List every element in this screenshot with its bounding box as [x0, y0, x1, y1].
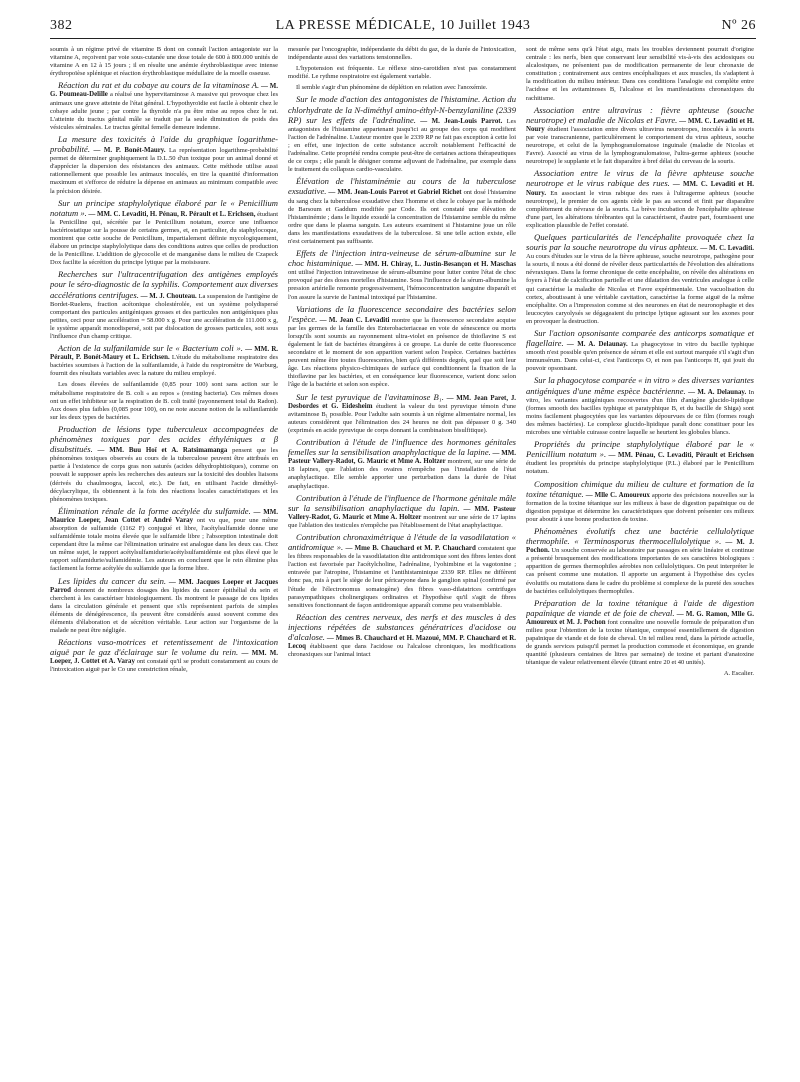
abstract-body: ont dosé l'histamine du sang chez la tuberculose exsudative chez l'homme et chez le cobaye par la méthode de Barsoum et Gaddum modifiée par Code. Ils ont constaté une élévation de l'histaminémie ; dans le liquide exsudé la concentration de l'histamine semble du même ordre que dans le plasma sanguin. Les auteurs examinent si l'histamine joue un rôle dans les manifestations exsudatives de la tuberculose. Si une telle action existe, elle n'est certainement pas suffisante. — [288, 189, 516, 245]
abstract-authors: — M. J. Pochon. — [526, 539, 754, 555]
abstract-title: Contribution à l'étude de l'influence de l'hormone génitale mâle sur la sensibilisation anaphylactique du lapin. — [288, 492, 516, 513]
body-paragraph: sont de même sens qu'à l'état aigu, mais les troubles deviennent pourrait d'origine centrale : les nerfs, bien que conservant leur sensibilité vis-à-vis des acidosiques ou alcalosiques, ne présentent pas de modification permanente de leur chronaxie de constitution ; contrairement aux centres encéphaliques et aux muscles, ils s'adaptent à la modification du milieu intérieur. Dans ces conditions l'analogie est complète entre l'acidose et les avitaminoses B, l'alcalose et les manifestations chronaxiques du rachitisme. — [526, 46, 754, 102]
abstract-paragraph — [526, 527, 754, 596]
abstract-title: Sur un principe staphylolytique élaboré par le « Penicillium notatum ». — [50, 197, 278, 218]
journal-title: LA PRESSE MÉDICALE, 10 Juillet 1943 — [275, 18, 531, 33]
abstract-paragraph — [288, 249, 516, 302]
abstract-authors: — M. A. Delaunay. — [566, 341, 628, 349]
abstract-authors: — MM. C. Levaditi et H. Noury. — [526, 181, 754, 197]
abstract-paragraph — [526, 329, 754, 373]
abstract-authors: — M. Jean-Louis Parrot. — [420, 117, 503, 125]
abstract-title: La mesure des toxicités à l'aide du graphique logarithme-probabilité. — [50, 133, 278, 155]
abstract-title: Élimination rénale de la forme acétylée du sulfamide. — [58, 505, 251, 516]
abstract-authors: — MM. Jean-Louis Parrot et Gabriel Richet — [328, 189, 462, 197]
abstract-authors: — M. P. Bonét-Maury. — [93, 147, 166, 155]
abstract-authors: — MM. M. Loeper, J. Cottet et A. Varay — [50, 650, 278, 666]
abstract-title: Sur le test pyruvique de l'avitaminose B₁. — [296, 391, 444, 402]
signature: A. Escalier. — [723, 670, 754, 678]
abstract-title: Réactions vaso-motrices et retentissement de l'intoxication aiguë par le gaz d'éclairage sur le volume du rein. — [50, 637, 278, 658]
abstract-authors: — M. Jean C. Levaditi — [319, 316, 390, 324]
header-rule — [50, 38, 756, 39]
abstract-body: apporte des précisions nouvelles sur la formation de la toxine tétanique sur les milieux à base de digestion papaïnique ou de digestion pepsique et détermine les caractéristiques que doivent présenter ces milieux pour aboutir à une bonne production de toxine. — [526, 491, 754, 523]
abstract-paragraph — [50, 270, 278, 341]
abstract-title: Réaction des centres nerveux, des nerfs et des muscles à des injections répétées de substances génératrices d'acidose ou d'alcalose. — [288, 611, 516, 642]
abstract-authors: — Mlle C. Amoureux — [585, 491, 650, 499]
page-header — [50, 18, 756, 38]
abstract-body: Les antagonistes de l'histamine appartenant jusqu'ici au groupe des corps qui modifient l'action de l'adrénaline. L'auteur montre que le 2339 RP ne fait pas exception à cette loi ; en effet, une injection de cette substance accroît notablement l'efficacité de l'adrénaline. Cette propriété rendra compte peut-être de certaines actions thérapeutiques de ce corps ; elle paraît le désigner comme adjuvant de l'adrénaline, par exemple dans le traitement du collapsus cardio-vasculaire. — [288, 117, 516, 174]
abstract-authors: — MM. C. Levaditi et H. Noury — [526, 117, 754, 133]
abstract-title: Contribution à l'étude de l'influence des hormones génitales femelles sur la sensibilisation anaphylactique de la lapine. — [288, 437, 516, 458]
abstract-body: La représentation logarithme-probabilité permet de déterminer graphiquement la D.L.50 d'un toxique pour un animal donné et d'apprécier la dispersion des résistances des animaux. Cette méthode utilise aussi rationnellement que possible les animaux inoculés, en tire la quantité d'information maximum et s'efforce de réduire la dépense en animaux au minimum compatible avec la précision désirée. — [50, 147, 278, 195]
abstract-title: Association entre le virus de la fièvre aphteuse souche neurotrope et le virus rabique des rues. — [526, 168, 754, 189]
abstract-title: Contribution chronaximétrique à l'étude de la vasodilatation « antidromique ». — [288, 531, 516, 553]
body-paragraph: Il semble s'agir d'un phénomène de déplétion en relation avec l'anoxémie. — [296, 84, 488, 92]
abstract-paragraph — [50, 425, 278, 504]
abstract-paragraph — [288, 494, 516, 530]
abstract-authors: — M. A. Delaunay. — [688, 388, 747, 396]
abstract-body: étudient les propriétés du principe staphylolytique (P.L.) élaboré par le Penicillium notatum. — [526, 460, 754, 476]
abstract-authors: — MM. R. Pérault, P. Bonét-Maury et L. Erichsen. — [50, 346, 278, 362]
abstract-paragraph — [288, 613, 516, 659]
abstract-paragraph — [526, 233, 754, 326]
abstract-body: ont constaté qu'il se produit constamment au cours de l'intoxication aiguë par le Co une constriction rénale, — [50, 658, 278, 674]
abstract-title: Recherches sur l'ultracentrifugation des antigènes employés pour le séro-diagnostic de la syphilis. Comportement aux diverses accélérations centrifuges. — [50, 269, 278, 300]
abstract-authors: — MM. Buu Hoï et A. Ratsimamanga — [97, 447, 228, 455]
abstract-authors: — Mmes B. Chauchard et H. Mazoué, MM. P. Chauchard et R. Lecoq — [288, 635, 516, 651]
abstract-paragraph — [288, 95, 516, 174]
abstract-title: Composition chimique du milieu de culture et formation de la toxine tétanique. — [526, 478, 754, 499]
abstract-body: montrent sur une série de 17 lapins que l'ablation des testicules n'empêche pas l'établissement de l'état anaphylactique. — [288, 513, 516, 529]
abstract-title: Préparation de la toxine tétanique à l'aide de digestion papaïnique de viande et de foie de cheval. — [526, 597, 754, 618]
abstract-paragraph — [526, 480, 754, 524]
abstract-title: Les lipides du cancer du sein. — [58, 575, 167, 586]
abstract-paragraph — [288, 177, 516, 246]
body-paragraph: mesurée par l'oncographie, indépendante du débit du gaz, de la durée de l'intoxication, indépendante aussi des variations tensionnelles. — [288, 46, 516, 62]
abstract-paragraph — [526, 169, 754, 230]
abstract-body: étudient l'association entre divers ultravirus neurotropes, inoculés à la souris par voie transcranienne, particulièrement le comportement du virus aphteux, souche neurotrope, et celui de la lymphogranulomatose inguinale (maladie de Nicolas et Favre). Associé au virus de la lymphogranulomatose, l'ultra-germe aphteux (souche neurotrope) le supplante et le fait disparaître à bref délai du cerveau de la souris. — [526, 125, 754, 166]
abstract-paragraph — [288, 438, 516, 491]
abstract-authors: — MM. Maurice Loeper, Jean Cottet et André Varay — [50, 508, 278, 524]
abstract-title: Sur la phagocytose comparée « in vitro » des diverses variantes antigéniques d'une même espèce bactérienne. — [526, 375, 754, 396]
body-paragraph: Les doses élevées de sulfanilamide (0,85 pour 100) sont sans action sur le métabolisme respiratoire de B. coli « au repos » (resting bacteria). Ces mêmes doses ont un effet inhibiteur sur la respiration de B. coli traité (rayonnement total du Radon). Aux doses plus faibles (0,085 pour 100), on ne note aucune notion de la sulfanilamide sur les deux types de bactéries. — [50, 381, 278, 421]
abstract-title: Propriétés du principe staphylolytique élaboré par le « Penicillium notatum ». — [526, 439, 754, 460]
abstract-authors: — MM. H. Chiray, L. Justin-Besançon et H. Maschas — [355, 261, 516, 269]
abstract-paragraph — [50, 638, 278, 674]
abstract-authors: — MM. C. Levaditi, H. Pénau, R. Pérault et L. Erichsen, — [88, 210, 256, 218]
abstract-title: Phénomènes évolutifs chez une bactérie cellulolytique thermophile. « Terminosporus thermocellulolytique ». — [526, 525, 754, 547]
abstract-paragraph — [50, 507, 278, 574]
abstract-paragraph — [288, 393, 516, 435]
abstract-body: Au cours d'études sur le virus de la fièvre aphteuse, souche neurotrope, pathogène pour la souris, il nous a été donné de révéler deux particularités de l'évolution des altérations névraxiques. Dans la forme chronique de cette encéphalite, on révèle des altérations en foyers à l'état de calcification partielle et une dilatation des ventricules analogue à celle qui caractérise la maladie de Nicolas et Favre expérimentale. Une vacuolisation du cortex, aboutissant à une véritable cavitation, caractérise la forme aiguë de la même encéphalite. On a l'impression comme si des neurones en état de neuronophagie et des leucocytes caryolysés se dégageaient du principe lytique agissant sur les axones pour en provoquer la destruction. — [526, 253, 754, 325]
abstract-paragraph — [50, 577, 278, 636]
column-middle — [288, 46, 516, 1076]
abstract-title: Effets de l'injection intra-veineuse de sérum-albumine sur le choc histaminique. — [288, 248, 516, 269]
abstract-authors: — M. G. Ramon, Mlle G. Amoureux et M. J. Pochon — [526, 610, 754, 626]
abstract-authors: — Mme B. Chauchard et M. P. Chauchard — [345, 545, 476, 553]
body-paragraph: soumis à un régime privé de vitamine B dont on connaît l'action antagoniste sur la vitamine A, reçoivent par voie sous-cutanée une dose totale de 600 à 800.000 unités de vitamine A en 12 à 15 jours ; il en résulte une anémie érythroblastique avec intense érythropoïèse splénique et réaction érythroblastique médullaire de la moelle osseuse. — [50, 46, 278, 78]
abstract-authors: — M. J. Chouteau. — [140, 292, 197, 300]
issue-number: Nº 26 — [721, 18, 756, 33]
abstract-authors: — MM. Pénau, C. Levaditi, Pérault et Erichsen — [608, 452, 754, 460]
abstract-paragraph — [526, 599, 754, 668]
abstract-body: pensent que les phénomènes toxiques observés au cours de la tuberculose peuvent être attribués en partie à l'existence de corps gras non saturés (acides déhydrophtioïques), comme on pouvait le supposer après les recherches des auteurs sur la toxicité des doubles liaisons (dérivés du chaulmoogra, laccol, etc.). De fait, en utilisant l'acide diméthyl-décylacrylique, ils obtiennent à la fois des réactions locales caractéristiques et les phénomènes toxiques. — [50, 447, 278, 503]
abstract-body: étudient la valeur du test pyruvique témoin d'une avitaminose B₁ possible. Pour l'adulte sain soumis à un régime alimentaire normal, les auteurs considèrent que l'élimination des 24 heures ne doit pas dépasser 0 g. 340 (exprimés en acide pyruvique de corps donnant la combinaison bisulfitique). — [288, 402, 516, 434]
abstract-title: Élévation de l'histaminémie au cours de la tuberculose exsudative. — [288, 176, 516, 197]
abstract-body: montre que la fluorescence secondaire acquise par les germes de la famille des Enterobacteriaceae en voie de sénescence ou morts lorsqu'ils sont soumis au rayonnement ultra-violet en présence de thioflavine S est également le fait de bactéries étrangères à ce groupe. La durée de cette fluorescence secondaire et le moment de son apparition varient selon l'espèce. Certaines bactéries peuvent même être toutes fluorescentes, bien qu'à différents degrés, quel que soit leur âge. Les réactions physico-chimiques de surface qui conditionnent la fixation de la thioflavine par les bactéries, et en conséquence leur fluorescence, varient donc selon l'âge de la bactérie et selon son espèce. — [288, 316, 516, 389]
abstract-body: En associant le virus rabique des rues à l'ultragerme aphteux (souche neurotrope), le premier de ces agents cède le pas au second et finit par disparaître complètement du névraxe de la souris. La brève incubation de l'encéphalite aphteuse d'une part, les altérations térébrantes qui la caractérisent, d'autre part, fournissent une explication plausible de l'effet constaté. — [526, 189, 754, 229]
abstract-body: Un souche conservée au laboratoire par passages en série linéaire et continue a présenté brusquement des modifications importantes de ses caractères biologiques : apparition de germes thermophiles aérobies non cellulolytiques. On peut interpréter le cas présent comme une mutation. Il apporte un argument à l'hypothèse des cycles évolutifs ou mutations dans le cadre du problème si complexe de la pureté des souches de bactéries cellulolytiques thermophiles. — [526, 547, 754, 595]
abstract-title: Association entre ultravirus : fièvre aphteuse (souche neurotrope) et maladie de Nicolas et Favre. — [526, 104, 754, 125]
abstract-body: ont vu que, pour une même absorption de sulfamide (1162 F) conjugué et libre, l'acétylsulfamide donne une sulfamidémie totale moins élevée que le sulfamide libre ; l'absorption intestinale doit cependant être la même car l'élimination urinaire est analogue dans les deux cas. Chez un même sujet, le rapport acétylsulfamidurie/acétylsulfamidémie est plus élevé que le rapport sulfamidurie/sulfamidémie. Les auteurs en concluent que le rein élimine plus facilement la forme acétylée du sulfamide que la forme libre. — [50, 516, 278, 573]
abstract-paragraph — [50, 135, 278, 196]
abstract-paragraph — [50, 199, 278, 268]
body-paragraph: L'hypotension est fréquente. Le réflexe sino-carotidien n'est pas constamment modifié. Le rythme respiratoire est également variable. — [288, 65, 516, 81]
abstract-title: Réaction du rat et du cobaye au cours de la vitaminose A. — [58, 80, 260, 91]
abstract-paragraph — [526, 106, 754, 167]
article-columns — [50, 46, 756, 1076]
abstract-title: Quelques particularités de l'encéphalite provoquée chez la souris par la souche neurotrope du virus aphteux. — [526, 231, 754, 253]
page-number: 382 — [50, 18, 73, 33]
abstract-body: étudiant la Penicilline qui, sécrétée par le Penicillium notatum, exerce une influence bactériostatique sur la pousse de certains germes, et, en particulier, du staphylocoque, montrent que cette souche de Penicillium, impartialement définie mycologiquement, élabore un principe staphylolytique dans des conditions autres que celles de production de la Penicilline. L'addition de glycocolle et de manganèse dans le milieu de Czapeck Dox facilite la sécrétion du principe lytique par la moisissure. — [50, 210, 278, 267]
abstract-authors: — MM. Pasteur Vallery-Radot, G. Mauric et Mme A. Holtzer — [288, 505, 516, 521]
abstract-body: ont utilisé l'injection intraveineuse de sérum-albumine pour lutter contre l'état de choc provoqué par des doses mortelles d'histamine. Sous l'influence de la sérum-albumine la pression artérielle remonte progressivement, l'hémoconcentration sanguine disparaît et l'on assure la survie de l'animal intoxiqué par l'histamine. — [288, 269, 516, 301]
column-left — [50, 46, 278, 1076]
abstract-authors: — MM. Jean Paret, J. Desbordes et G. Eidesheim — [288, 394, 516, 410]
abstract-body: La suspension de l'antigène de Bordet-Ruelens, fraction acétonique cholestérolée, est un système polydispersé comportant des particules antigéniques grosses et des particules non antigéniques plus petites, ceci pour une accélération = 58.000 x g. Pour une accélération de 111.000 x g, le système apparaît monodispersé, soit par dislocation de grosses particules, soit sous l'influence d'un champ critique. — [50, 292, 278, 340]
abstract-body: montrent, sur une série de 18 lapines, que l'ablation des ovaires n'empêche pas l'installation de l'état anaphylactique. Elle semble apporter une perturbation dans la durée de l'état anaphylactique. — [288, 458, 516, 490]
abstract-paragraph — [288, 533, 516, 610]
abstract-paragraph — [288, 305, 516, 390]
abstract-body: constatent que les fibres responsables de la vasodilatation dite antidromique sont des fibres lentes dont l'action est favorisée par l'acétylcholine, l'adrénaline, l'yohimbine et la vagotonine ; entravée par l'atropine, l'histamine et l'antihistaminique 2339 RP. Elles ne diffèrent donc pas, mis à part le siège de leur péricaryone dans le ganglion spinal (confirmé par l'étude de l'électronomus somatogène) des fibres vaso-dilatatrices centrifuges parasympathiques cholinergiques ordinaires et l'hypothèse qu'il s'agit de fibres sensitives fonctionnant de façon antidromique apparaît comme peu vraisemblable. — [288, 545, 516, 609]
abstract-authors: — MM. Jacques Loeper et Jacques Parrod — [50, 578, 278, 594]
abstract-authors: — MM. Pasteur Vallery-Radot, G. Mauric et Mme A. Holtzer — [288, 450, 516, 466]
abstract-body: font connaître une nouvelle formule de préparation d'un milieu pour l'obtention de la toxine tétanique, composé essentiellement de digestion papaïnique de viande et de foie de cheval. Un tel milieu rend, dans la période actuelle, de grands services puisqu'il permet la production commode et économique, en grande quantité (plusieurs centaines de litres par semaine) de toxine et partant d'anatoxine tétanique de valeur relativement élevée (titrant entre 20 et 40 unités). — [526, 618, 754, 667]
column-right — [526, 46, 754, 1076]
abstract-body: donnent de nombreux dosages des lipides du cancer épithélial du sein et cherchent à les caractériser histologiquement. Ils montrent le passage de ces lipides dans la circulation générale et pensent que s'ils représentent parfois de simples éléments de dénégérescence, ils peuvent être considérés aussi souvent comme des éléments d'élaboration et de sécrétion véritable. Leur action sur l'organisme de la malade ne peut être négligée. — [50, 586, 278, 635]
abstract-authors: — M. C. Levaditi. — [700, 245, 754, 253]
abstract-title: Sur l'action opsonisante comparée des anticorps somatique et flagellaire. — [526, 328, 754, 349]
abstract-title: Variations de la fluorescence secondaire des bactéries selon l'espèce. — [288, 303, 516, 324]
abstract-authors: — M. G. Poumeau-Delille — [50, 83, 278, 99]
abstract-body: établissent que dans l'acidose ou l'alcalose chroniques, les modifications chronaxiques sur l'animal intact — [288, 643, 516, 659]
abstract-title: Sur le mode d'action des antagonistes de l'histamine. Action du chlorhydrate de la N-diméthyl amino-éthyl-N-benzylaniline (2339 RP) sur les effets de l'adrénaline. — [288, 94, 516, 125]
abstract-title: Production de lésions type tuberculeux accompagnées de phénomènes toxiques par des acides éthyléniques α β disubstitués. — [50, 423, 278, 455]
abstract-paragraph — [50, 344, 278, 378]
abstract-paragraph — [526, 440, 754, 476]
abstract-body: In vitro, les variantes antigéniques recouvertes d'un film d'anigène glucido-lipidique (formes smooth des bacilles typhique et paratyphique B, et du bacille de Shiga) sont moins facilement phagocytées que les variantes dépourvues de ce film (formes rough des mêmes bactéries). Le complexe glucido-lipidique paraît donc constituer pour les microbes une véritable cuirasse contre laquelle se heurtent les globules blancs. — [526, 388, 754, 437]
abstract-body: a réalisé une hypervitaminose A massive qui provoque chez les animaux une grave atteinte de l'état général. L'hypothyroïdie est facile à obtenir chez le cobaye adulte jeune ; par contre la thyroïde n'a pu être mise au repos chez le rat. L'atteinte du tractus génital mâle se traduit par la seule diminution de poids des vésicules séminales. Le tractus génital femelle demeure indemne. — [50, 91, 278, 131]
abstract-title: Action de la sulfanilamide sur le « Bacterium coli ». — [58, 343, 243, 354]
abstract-body: La phagocytose in vitro du bacille typhique smooth n'est possible qu'en présence de sérum et elle est surtout marquée s'il s'agit d'un immunsérum. Dans celui-ci, c'est l'anticorps O, et non pas l'anticorps H, qui jouit du pouvoir opsonisant. — [526, 341, 754, 373]
abstract-paragraph — [50, 81, 278, 132]
abstract-body: L'étude du métabolisme respiratoire des bactéries soumises à l'action de la sulfanilamide, à l'aide du respiromètre de Warburg, fournit des résultats variables avec la nature du milieu employé. — [50, 354, 278, 378]
abstract-paragraph — [526, 376, 754, 437]
